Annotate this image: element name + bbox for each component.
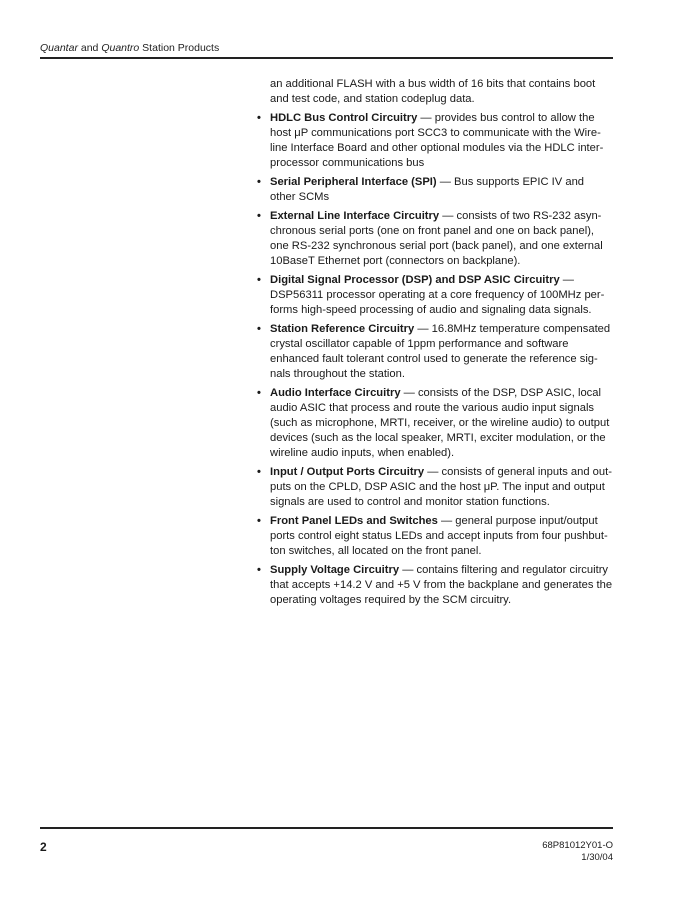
- bullet-term: HDLC Bus Control Circuitry: [270, 112, 418, 124]
- bullet-term: Front Panel LEDs and Switches: [270, 515, 438, 527]
- header-rule: [40, 57, 613, 59]
- bullet-icon: •: [257, 515, 261, 527]
- list-item: [255, 386, 615, 461]
- document-number: 68P81012Y01-O: [542, 840, 613, 851]
- bullet-text: — contains filtering and regulator circuitry that accepts +14.2 V and +5 V from the backplane and generates the operating voltages required by the SCM circuitry.: [270, 564, 613, 606]
- list-item: [255, 514, 615, 559]
- bullet-icon: •: [257, 323, 261, 335]
- header-product-quantar: Quantar: [40, 42, 78, 54]
- main-content: [255, 77, 615, 612]
- footer-rule: [40, 827, 613, 829]
- list-item: [255, 322, 615, 382]
- bullet-icon: •: [257, 466, 261, 478]
- bullet-text: — consists of two RS-232 asyn- chronous serial ports (one on front panel and one on back panel), one RS-232 synchronous serial port (back panel), and one external 10BaseT Ethernet port (connectors on backplane).: [270, 210, 603, 267]
- bullet-text: — consists of the DSP, DSP ASIC, local audio ASIC that process and route the various audio input signals (such as microphone, MRTI, receiver, or the wireline audio) to output devices (such as the local speaker, MRTI, exciter modulation, or the wireline audio inputs, when enabled).: [270, 387, 610, 459]
- header-product-quantro: Quantro: [101, 42, 140, 54]
- bullet-icon: •: [257, 387, 261, 399]
- list-item: [255, 563, 615, 608]
- bullet-icon: •: [257, 564, 261, 576]
- bullet-text: — Bus supports EPIC IV and other SCMs: [270, 176, 585, 203]
- intro-paragraph: an additional FLASH with a bus width of 16 bits that contains boot and test code, and station codeplug data.: [270, 78, 596, 105]
- bullet-text: — provides bus control to allow the host μP communications port SCC3 to communicate with the Wire- line Interface Board and other optional modules via the HDLC inter- processor communications bus: [270, 112, 604, 169]
- bullet-term: Input / Output Ports Circuitry: [270, 466, 425, 478]
- bullet-term: Supply Voltage Circuitry: [270, 564, 400, 576]
- bullet-text: — DSP56311 processor operating at a core frequency of 100MHz per- forms high-speed processing of audio and signaling data signals.: [270, 274, 605, 316]
- bullet-text: — consists of general inputs and out- puts on the CPLD, DSP ASIC and the host μP. The input and output signals are used to control and monitor station functions.: [270, 466, 612, 508]
- list-item: [255, 465, 615, 510]
- bullet-text: — 16.8MHz temperature compensated crystal oscillator capable of 1ppm performance and software enhanced fault tolerant control used to generate the reference sig- nals throughout the station.: [270, 323, 611, 380]
- bullet-term: Audio Interface Circuitry: [270, 387, 401, 399]
- page-number: 2: [40, 840, 47, 854]
- bullet-icon: •: [257, 176, 261, 188]
- list-item: [255, 209, 615, 269]
- bullet-text: — general purpose input/output ports control eight status LEDs and accept inputs from four pushbut- ton switches, all located on the front panel.: [270, 515, 608, 557]
- document-id-block: [542, 840, 613, 864]
- header-conjunction: and: [77, 42, 102, 54]
- bullet-term: Station Reference Circuitry: [270, 323, 415, 335]
- running-header: [40, 42, 219, 54]
- bullet-term: External Line Interface Circuitry: [270, 210, 440, 222]
- list-item: [255, 111, 615, 171]
- header-suffix: Station Products: [139, 42, 220, 54]
- list-item: [255, 273, 615, 318]
- circuitry-bullet-list: [255, 111, 615, 608]
- bullet-icon: •: [257, 112, 261, 124]
- bullet-term: Digital Signal Processor (DSP) and DSP ASIC Circuitry: [270, 274, 560, 286]
- bullet-icon: •: [257, 210, 261, 222]
- list-item: [255, 175, 615, 205]
- bullet-term: Serial Peripheral Interface (SPI): [270, 176, 437, 188]
- document-date: 1/30/04: [581, 852, 613, 863]
- bullet-icon: •: [257, 274, 261, 286]
